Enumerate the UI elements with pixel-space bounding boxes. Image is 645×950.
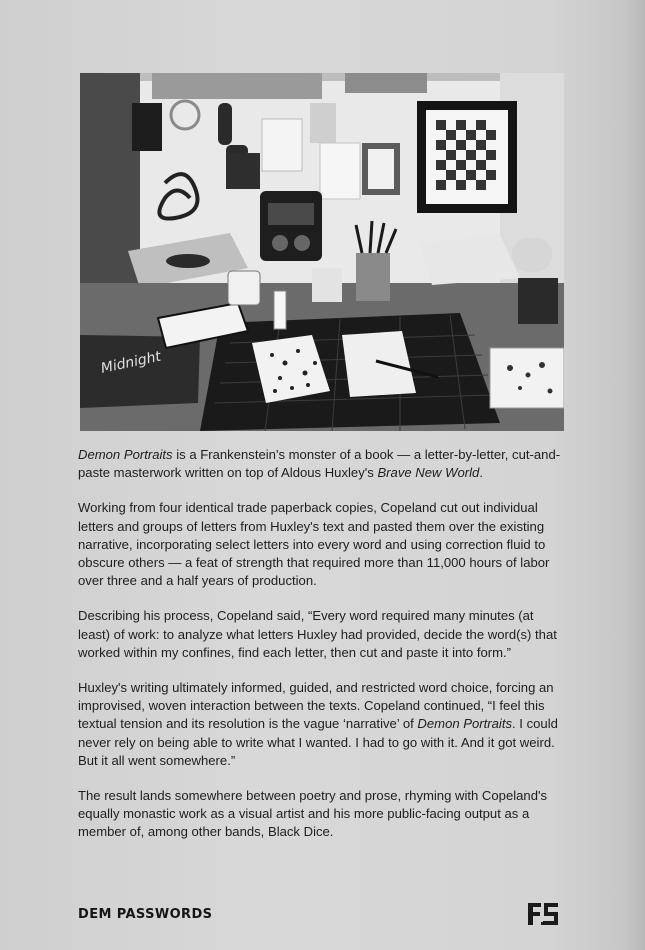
blurb-paragraph-1 <box>78 446 568 482</box>
blurb-paragraph-2: Working from four identical trade paperback copies, Copeland cut out individual letters and groups of letters from Huxley's text and pasted them over the existing narrative, incorporating select letters into every word and using correction fluid to obscure others — a feat of strength that required more than 11,000 hours of labor over three and a half years of production. <box>78 500 550 589</box>
back-cover-blurb <box>78 446 568 859</box>
blurb-paragraph-3: Describing his process, Copeland said, “Every word required many minutes (at least) of work: to analyze what letters Huxley had provided, decide the word(s) that worked within my confines, find each letter, then cut and paste it into form.” <box>78 608 557 660</box>
svg-text:Midnight: Midnight <box>99 348 163 377</box>
blurb-paragraph-4 <box>78 679 568 770</box>
book-title: Demon Portraits <box>78 447 173 462</box>
source-book-title: Brave New World <box>377 465 480 481</box>
blurb-text: . I could never rely on being able to write what I wanted. I had to go with it. And it got weird. But it all went somewhere.” <box>78 716 558 768</box>
blurb-paragraph-5: The result lands somewhere between poetry and prose, rhyming with Copeland's equally monastic work as a visual artist and his more public-facing output as a member of, among other bands, Black Dice. <box>78 788 548 840</box>
blurb-text: . <box>479 465 483 481</box>
publisher-logo-icon <box>527 902 559 926</box>
book-title: Demon Portraits <box>417 716 513 732</box>
publisher-name: DEM PASSWORDS <box>78 907 213 922</box>
blurb-text: is a Frankenstein's monster of a book — a letter-by-letter, cut-and-paste masterwork written on top of Aldous Huxley's <box>78 447 561 481</box>
desk-workspace-photo <box>80 73 564 431</box>
blurb-text: Huxley's writing ultimately informed, guided, and restricted word choice, forcing an improvised, woven interaction between the texts. Copeland continued, “I feel this textual tension and its resolution is the vague ‘narrative’ of <box>78 680 554 732</box>
